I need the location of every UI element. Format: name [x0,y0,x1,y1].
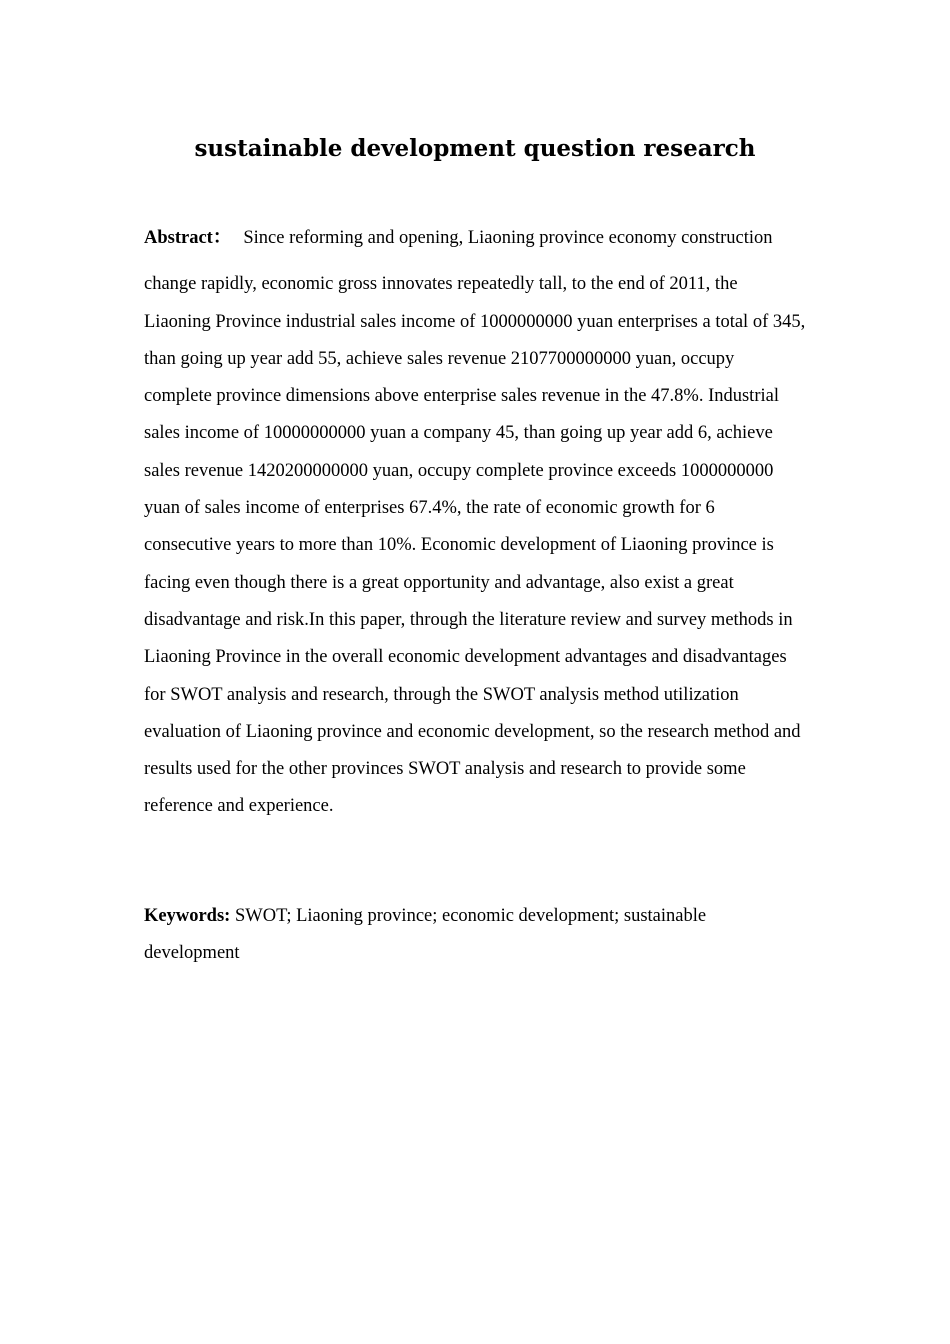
abstract-colon: ： [212,228,232,248]
keywords-section [144,898,806,973]
keywords-text: SWOT; Liaoning province; economic development; sustainable development [144,906,707,964]
abstract-label: Abstract [144,228,213,248]
abstract-body: change rapidly, economic gross innovates repeatedly tall, to the end of 2011, the Liaoning Province industrial sales income of 1000000000 yuan enterprises a total of 345, than going up year add 55, achieve sales revenue 2107700000000 yuan, occupy complete province dimensions above enterprise sales revenue in the 47.8%. Industrial sales income of 10000000000 yuan a company 45, than going up year add 6, achieve sales revenue 1420200000000 yuan, occupy complete province exceeds 1000000000 yuan of sales income of enterprises 67.4%, the rate of economic growth for 6 consecutive years to more than 10%. Economic development of Liaoning province is facing even though there is a great opportunity and advantage, also exist a great disadvantage and risk.In this paper, through the literature review and survey methods in Liaoning Province in the overall economic development advantages and disadvantages for SWOT analysis and research, through the SWOT analysis method utilization evaluation of Liaoning province and economic development, so the research method and results used for the other provinces SWOT analysis and research to provide some reference and experience. [144,274,806,817]
abstract-first-line-text: Since reforming and opening, Liaoning province economy construction [243,228,773,248]
keywords-label: Keywords: [144,906,231,926]
abstract-section [144,220,806,826]
abstract-first-line [144,220,806,257]
page-title: sustainable development question research [194,135,756,162]
